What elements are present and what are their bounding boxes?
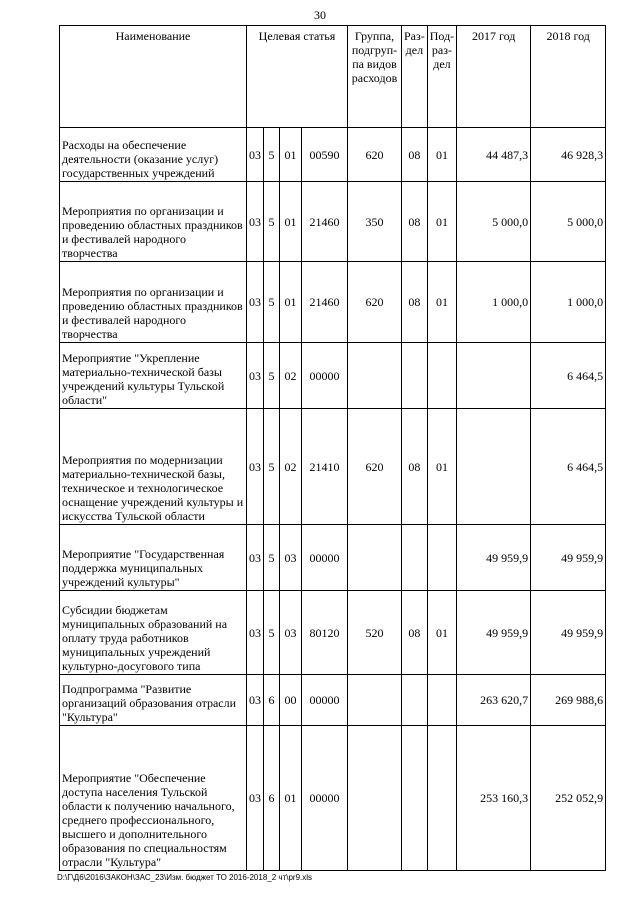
- article-part-4: 00000: [302, 343, 348, 409]
- header-2017: 2017 год: [457, 26, 531, 128]
- expense-group: 620: [348, 128, 402, 182]
- header-section: Раз-дел: [402, 26, 428, 128]
- expense-group: [348, 675, 402, 726]
- article-part-1: 03: [247, 591, 264, 675]
- article-part-3: 01: [280, 726, 302, 871]
- article-part-2: 5: [264, 591, 280, 675]
- article-part-1: 03: [247, 726, 264, 871]
- header-expense-group: Группа, подгруп-па видов расходов: [348, 26, 402, 128]
- row-name: Подпрограмма "Развитие организаций образования отрасли "Культура": [60, 675, 247, 726]
- article-part-4: 80120: [302, 591, 348, 675]
- table-row: [60, 343, 606, 409]
- article-part-1: 03: [247, 675, 264, 726]
- amount-2017: 49 959,9: [457, 525, 531, 591]
- header-row: [60, 26, 606, 128]
- expense-group: 620: [348, 409, 402, 525]
- article-part-1: 03: [247, 525, 264, 591]
- expense-group: [348, 525, 402, 591]
- row-name: Мероприятие "Укрепление материально-технической базы учреждений культуры Тульской области": [60, 343, 247, 409]
- header-name: Наименование: [60, 26, 247, 128]
- section: [402, 675, 428, 726]
- section: 08: [402, 182, 428, 262]
- subsection: [427, 726, 456, 871]
- amount-2017: [457, 343, 531, 409]
- article-part-3: 00: [280, 675, 302, 726]
- budget-table: [59, 25, 606, 871]
- article-part-2: 5: [264, 409, 280, 525]
- article-part-1: 03: [247, 182, 264, 262]
- header-subsection: Под-раз-дел: [427, 26, 456, 128]
- subsection: [427, 675, 456, 726]
- article-part-2: 5: [264, 343, 280, 409]
- file-path-footer: D:\Г\Д6\2016\ЗАКОН\ЗАС_23\Изм. бюджет ТО 2016-2018_2 чт\pr9.xls: [57, 873, 313, 882]
- subsection: 01: [427, 262, 456, 343]
- page-number: 30: [314, 8, 326, 22]
- row-name: Мероприятие "Обеспечение доступа населения Тульской области к получению начального, среднего профессионального, высшего и дополнительного образования по специальностям отрасли "Культура": [60, 726, 247, 871]
- amount-2017: 49 959,9: [457, 591, 531, 675]
- subsection: [427, 525, 456, 591]
- amount-2017: 44 487,3: [457, 128, 531, 182]
- section: 08: [402, 128, 428, 182]
- article-part-1: 03: [247, 128, 264, 182]
- expense-group: 520: [348, 591, 402, 675]
- section: 08: [402, 409, 428, 525]
- article-part-1: 03: [247, 262, 264, 343]
- table-row: [60, 409, 606, 525]
- header-2018: 2018 год: [531, 26, 606, 128]
- subsection: 01: [427, 128, 456, 182]
- expense-group: [348, 343, 402, 409]
- row-name: Расходы на обеспечение деятельности (оказание услуг) государственных учреждений: [60, 128, 247, 182]
- article-part-3: 03: [280, 591, 302, 675]
- table-row: [60, 726, 606, 871]
- article-part-1: 03: [247, 409, 264, 525]
- section: [402, 343, 428, 409]
- section: 08: [402, 262, 428, 343]
- table-row: [60, 128, 606, 182]
- table-row: [60, 262, 606, 343]
- expense-group: 620: [348, 262, 402, 343]
- amount-2018: 46 928,3: [531, 128, 606, 182]
- article-part-4: 00000: [302, 525, 348, 591]
- article-part-3: 01: [280, 182, 302, 262]
- article-part-2: 6: [264, 675, 280, 726]
- table-row: [60, 182, 606, 262]
- table-row: [60, 675, 606, 726]
- article-part-2: 5: [264, 128, 280, 182]
- row-name: Мероприятия по организации и проведению областных праздников и фестивалей народного творчества: [60, 182, 247, 262]
- header-target-article: Целевая статья: [247, 26, 348, 128]
- amount-2018: 6 464,5: [531, 409, 606, 525]
- article-part-3: 03: [280, 525, 302, 591]
- article-part-4: 00000: [302, 726, 348, 871]
- row-name: Мероприятие "Государственная поддержка муниципальных учреждений культуры": [60, 525, 247, 591]
- article-part-3: 01: [280, 128, 302, 182]
- expense-group: 350: [348, 182, 402, 262]
- article-part-3: 02: [280, 409, 302, 525]
- amount-2018: 6 464,5: [531, 343, 606, 409]
- amount-2018: 1 000,0: [531, 262, 606, 343]
- subsection: 01: [427, 409, 456, 525]
- article-part-4: 21460: [302, 182, 348, 262]
- amount-2017: 5 000,0: [457, 182, 531, 262]
- row-name: Мероприятия по модернизации материально-технической базы, техническое и технологическое оснащение учреждений культуры и искусства Тульской области: [60, 409, 247, 525]
- section: [402, 525, 428, 591]
- article-part-1: 03: [247, 343, 264, 409]
- article-part-4: 21460: [302, 262, 348, 343]
- article-part-4: 21410: [302, 409, 348, 525]
- article-part-2: 5: [264, 182, 280, 262]
- article-part-4: 00590: [302, 128, 348, 182]
- table-row: [60, 525, 606, 591]
- article-part-2: 6: [264, 726, 280, 871]
- article-part-2: 5: [264, 262, 280, 343]
- article-part-3: 01: [280, 262, 302, 343]
- amount-2017: 1 000,0: [457, 262, 531, 343]
- amount-2018: 49 959,9: [531, 525, 606, 591]
- row-name: Субсидии бюджетам муниципальных образований на оплату труда работников муниципальных учреждений культурно-досугового типа: [60, 591, 247, 675]
- amount-2018: 269 988,6: [531, 675, 606, 726]
- article-part-2: 5: [264, 525, 280, 591]
- article-part-3: 02: [280, 343, 302, 409]
- amount-2018: 5 000,0: [531, 182, 606, 262]
- amount-2017: 253 160,3: [457, 726, 531, 871]
- expense-group: [348, 726, 402, 871]
- amount-2017: [457, 409, 531, 525]
- section: 08: [402, 591, 428, 675]
- amount-2017: 263 620,7: [457, 675, 531, 726]
- subsection: 01: [427, 182, 456, 262]
- amount-2018: 49 959,9: [531, 591, 606, 675]
- section: [402, 726, 428, 871]
- article-part-4: 00000: [302, 675, 348, 726]
- amount-2018: 252 052,9: [531, 726, 606, 871]
- table-row: [60, 591, 606, 675]
- subsection: 01: [427, 591, 456, 675]
- row-name: Мероприятия по организации и проведению областных праздников и фестивалей народного творчества: [60, 262, 247, 343]
- subsection: [427, 343, 456, 409]
